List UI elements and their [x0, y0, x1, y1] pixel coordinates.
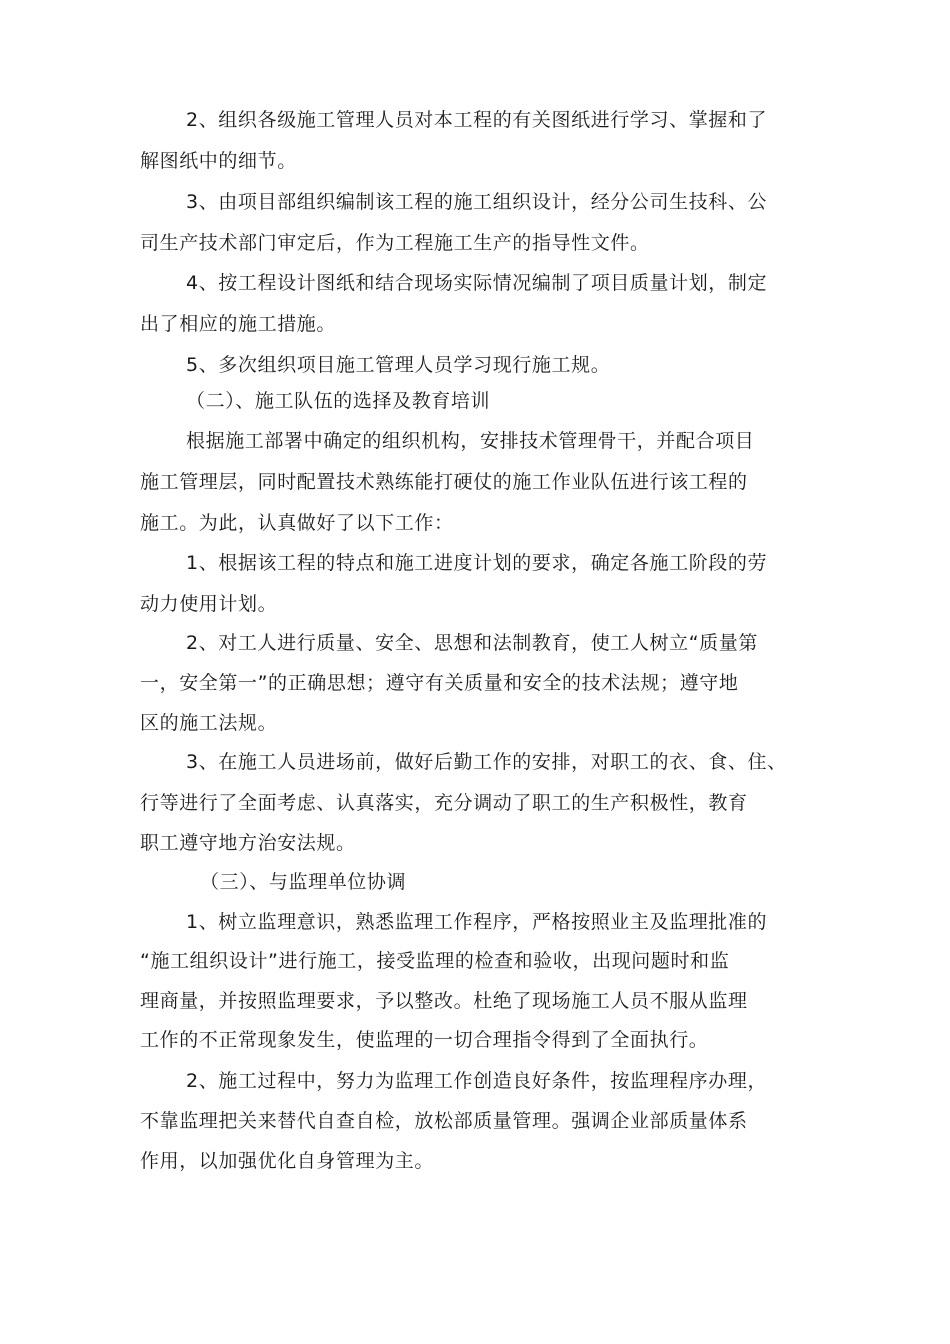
text-line: 工作的不正常现象发生，使监理的一切合理指令得到了全面执行。: [140, 1029, 709, 1051]
text-line: 不靠监理把关来替代自查自检，放松部质量管理。强调企业部质量体系: [140, 1110, 748, 1132]
text-line: 解图纸中的细节。: [140, 150, 297, 172]
text-line: 作用，以加强优化自身管理为主。: [140, 1150, 435, 1172]
text-line: 2、施工过程中，努力为监理工作创造良好条件，按监理程序办理，: [186, 1070, 768, 1092]
text-line: 2、对工人进行质量、安全、思想和法制教育，使工人树立“质量第: [186, 632, 758, 654]
text-line: “施工组织设计”进行施工，接受监理的检查和验收，出现问题时和监: [140, 950, 730, 972]
section-heading: （二）、施工队伍的选择及教育培训: [186, 390, 491, 412]
text-line: 1、树立监理意识，熟悉监理工作程序，严格按照业主及监理批准的: [186, 911, 768, 933]
text-line: 司生产技术部门审定后，作为工程施工生产的指导性文件。: [140, 232, 650, 254]
text-line: 2、组织各级施工管理人员对本工程的有关图纸进行学习、掌握和了: [186, 109, 768, 131]
text-line: 5、多次组织项目施工管理人员学习现行施工规。: [186, 354, 611, 376]
text-line: 动力使用计划。: [140, 593, 278, 615]
text-line: 一，安全第一”的正确思想；遵守有关质量和安全的技术法规；遵守地: [140, 672, 739, 694]
text-line: 3、在施工人员进场前，做好后勤工作的安排，对职工的衣、食、住、: [186, 751, 787, 773]
text-line: 职工遵守地方治安法规。: [140, 832, 356, 854]
text-line: 1、根据该工程的特点和施工进度计划的要求，确定各施工阶段的劳: [186, 552, 768, 574]
section-heading: （三）、与监理单位协调: [200, 871, 407, 893]
text-line: 3、由项目部组织编制该工程的施工组织设计，经分公司生技科、公: [186, 191, 768, 213]
text-line: 施工。为此，认真做好了以下工作：: [140, 512, 454, 534]
text-line: 出了相应的施工措施。: [140, 313, 337, 335]
text-line: 4、按工程设计图纸和结合现场实际情况编制了项目质量计划，制定: [186, 272, 768, 294]
text-line: 行等进行了全面考虑、认真落实，充分调动了职工的生产积极性，教育: [140, 792, 748, 814]
text-line: 理商量，并按照监理要求，予以整改。杜绝了现场施工人员不服从监理: [140, 990, 748, 1012]
text-line: 根据施工部署中确定的组织机构，安排技术管理骨干，并配合项目: [186, 430, 755, 452]
text-line: 区的施工法规。: [140, 712, 278, 734]
text-line: 施工管理层，同时配置技术熟练能打硬仗的施工作业队伍进行该工程的: [140, 471, 748, 493]
